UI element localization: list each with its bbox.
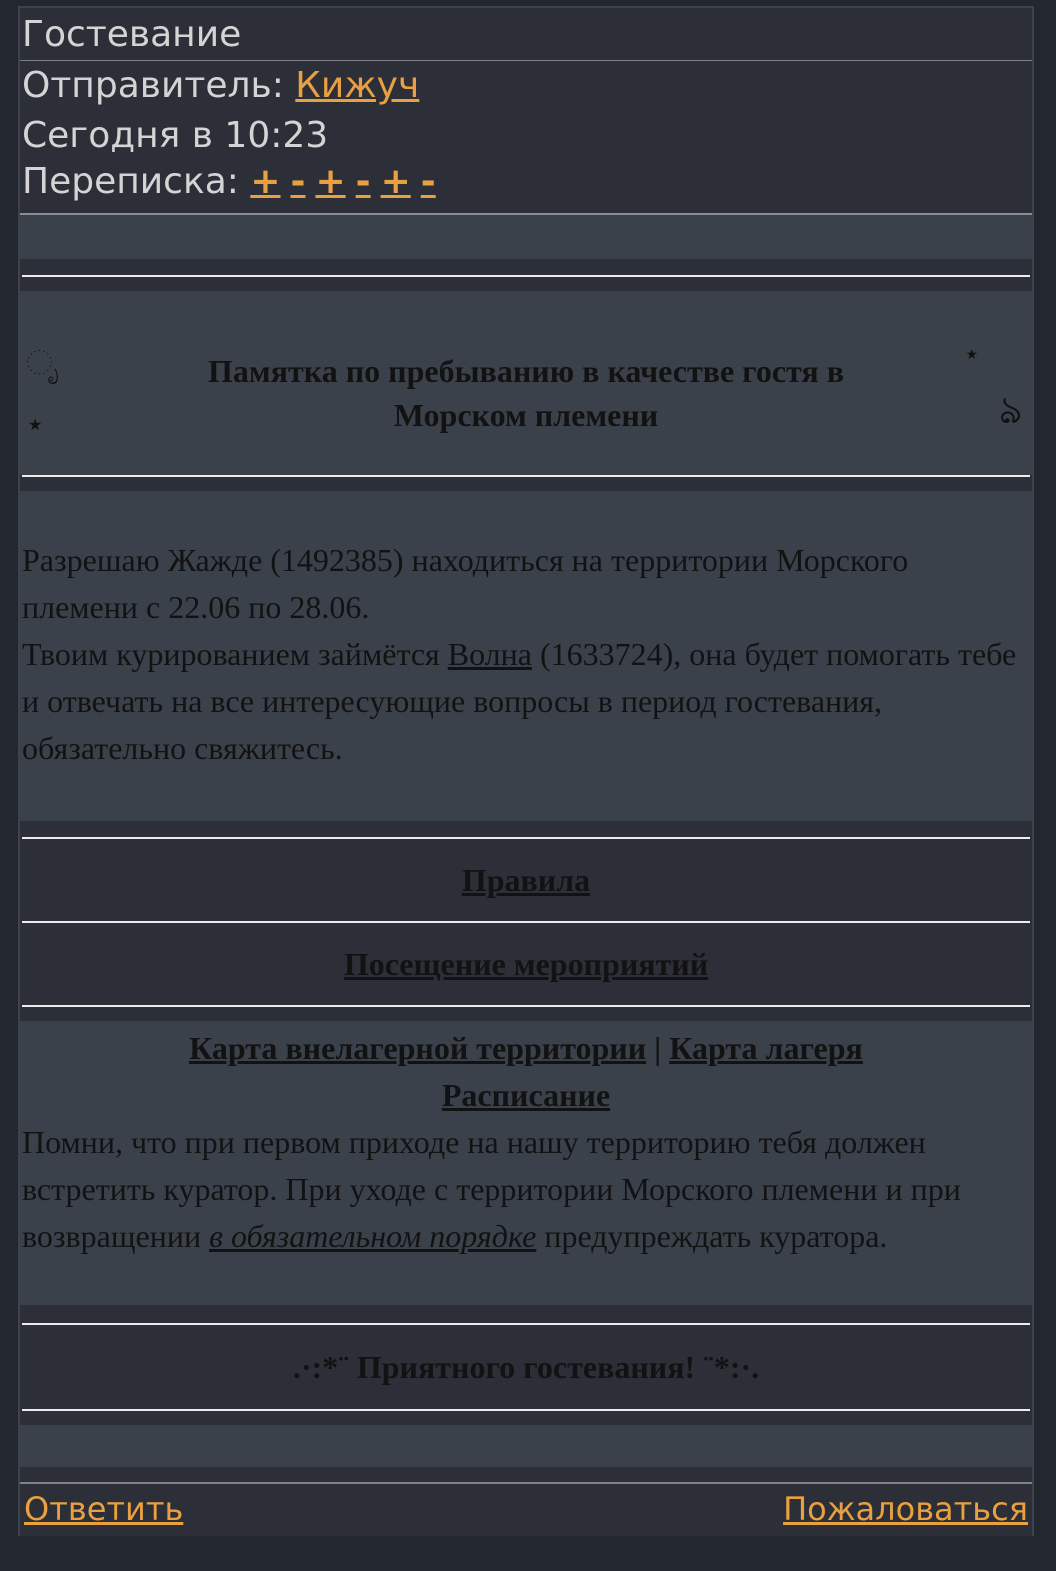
events-row — [20, 923, 1032, 1005]
swirl-left-icon: ೃ — [26, 343, 60, 383]
maps-row: Карта внелагерной территории | Карта лагеря — [189, 1030, 863, 1066]
spacer-band — [20, 1425, 1032, 1467]
swirl-right-icon: ঌ — [999, 388, 1022, 432]
closing-row: .·:*¨⁡ Приятного гостевания! ⁡¨*:·. — [20, 1325, 1032, 1409]
curator-text: Твоим курированием займётся Волна (1633724), она будет помогать тебе и отвечать на все интересующие вопросы в период гостевания, обязательно свяжитесь. — [22, 636, 1017, 766]
message-footer — [20, 1482, 1032, 1536]
rules-row — [20, 839, 1032, 921]
schedule-row — [20, 1072, 1032, 1119]
events-link[interactable]: Посещение мероприятий — [343, 946, 709, 982]
star-left-icon: ★ — [28, 415, 43, 434]
message-subject: Гостевание — [20, 8, 1032, 61]
maps-block — [20, 1021, 1032, 1305]
message-date: Сегодня в 10:23 — [20, 111, 1032, 161]
sender-link[interactable]: Кижуч — [295, 65, 420, 106]
spacer-band — [20, 215, 1032, 259]
thread-label: Переписка: — [22, 161, 239, 202]
report-link[interactable]: Пожаловаться — [783, 1490, 1028, 1528]
thread-link-plus-2[interactable]: + — [315, 161, 346, 202]
schedule-link[interactable]: Расписание — [441, 1077, 611, 1113]
reminder-emphasis: в обязательном порядке — [209, 1218, 537, 1254]
memo-title-block — [20, 291, 1032, 475]
memo-title: Памятка по пребыванию в качестве гостя в Морском племени — [208, 353, 844, 433]
curator-link[interactable]: Волна — [447, 636, 532, 672]
thread-link-plus-3[interactable]: + — [380, 161, 411, 202]
message-body — [20, 215, 1032, 1467]
thread-link-plus-1[interactable]: + — [250, 161, 281, 202]
reply-link[interactable]: Ответить — [24, 1490, 184, 1528]
permission-text: Разрешаю Жажде (1492385) находиться на территории Морского племени с 22.06 по 28.06. — [22, 542, 909, 625]
camp-map-link[interactable]: Карта лагеря — [669, 1030, 863, 1066]
message-frame — [18, 6, 1034, 1536]
sender-label: Отправитель: — [22, 65, 284, 106]
sender-row — [20, 61, 1032, 111]
thread-link-minus-3[interactable]: - — [420, 161, 436, 202]
thread-link-minus-1[interactable]: - — [290, 161, 306, 202]
thread-link-minus-2[interactable]: - — [355, 161, 371, 202]
reminder-text: Помни, что при первом приходе на нашу территорию тебя должен встретить куратор. При уходе с территории Морского племени и при возвращении в обязательном порядке предупреждать куратора. — [22, 1124, 961, 1254]
star-right-icon: ★ — [965, 347, 978, 363]
rules-link[interactable]: Правила — [461, 862, 591, 898]
outer-map-link[interactable]: Карта внелагерной территории — [189, 1030, 647, 1066]
thread-row — [20, 161, 1032, 215]
memo-main-text — [20, 491, 1032, 821]
